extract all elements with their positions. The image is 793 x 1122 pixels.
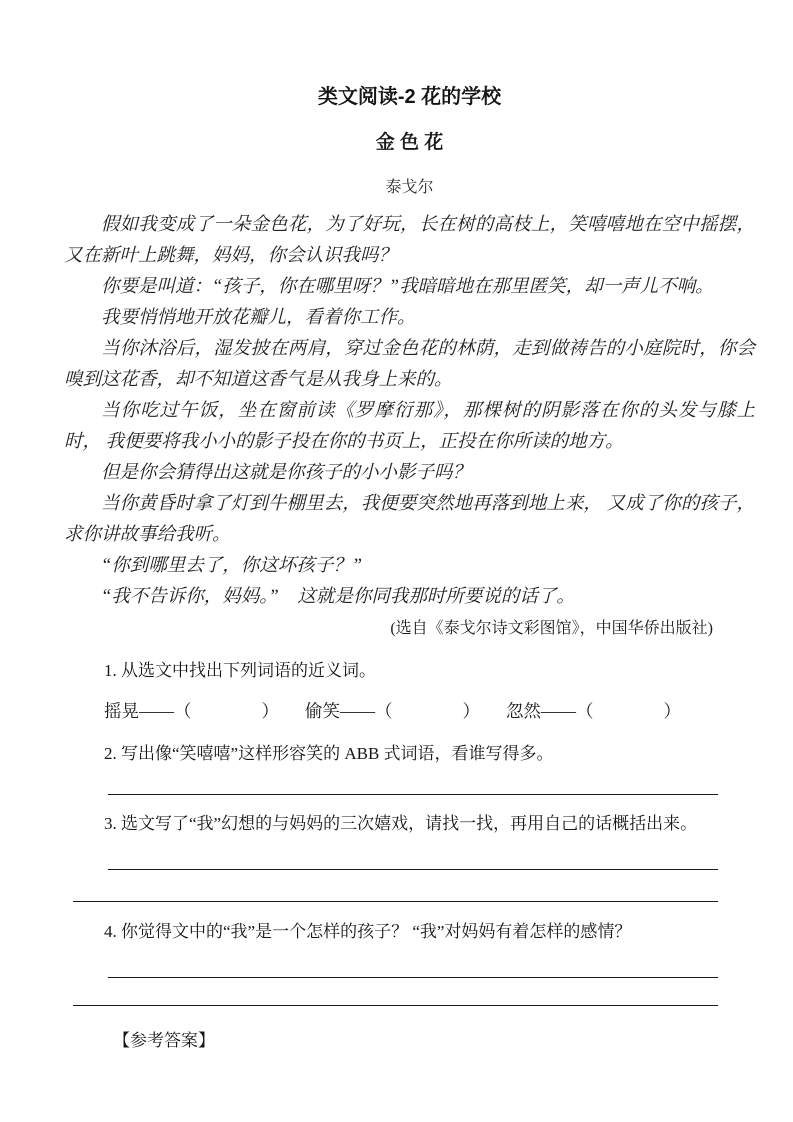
- poem-paragraph: 当你沐浴后，湿发披在两肩，穿过金色花的林荫，走到做祷告的小庭院时，你会嗅到这花香，却不知道这香气是从我身上来的。: [64, 339, 755, 390]
- synonym-blank: （ ）: [174, 701, 279, 721]
- synonym-word: 偷笑: [305, 701, 340, 721]
- answer-line: [108, 766, 718, 795]
- synonym-dash: ——: [541, 701, 576, 721]
- synonym-word: 忽然: [506, 701, 541, 721]
- synonym-dash: ——: [340, 701, 375, 721]
- document-title: 类文阅读-2 花的学校: [317, 86, 502, 108]
- answer-line: [73, 870, 718, 902]
- answer-line: [73, 978, 718, 1006]
- question-2: 2. 写出像“笑嘻嘻”这样形容笑的 ABB 式词语，看谁写得多。: [104, 744, 554, 763]
- answer-section-heading: 【参考答案】: [113, 1031, 215, 1050]
- answer-line: [108, 948, 718, 978]
- answer-line: [108, 840, 718, 870]
- poem-paragraph: 但是你会猜得出这就是你孩子的小小影子吗？: [101, 463, 472, 483]
- question-4: 4. 你觉得文中的“我”是一个怎样的孩子？ “我”对妈妈有着怎样的感情？: [104, 922, 632, 941]
- synonym-item: [506, 701, 681, 721]
- poem-author: 泰戈尔: [385, 179, 434, 196]
- synonym-word: 摇晃: [104, 701, 139, 721]
- synonym-row: [104, 699, 755, 723]
- poem-paragraph: “我不告诉你，妈妈。” 这就是你同我那时所要说的话了。: [101, 587, 575, 607]
- synonym-blank: （ ）: [375, 701, 480, 721]
- poem-body: [64, 210, 755, 613]
- poem-paragraph: 假如我变成了一朵金色花，为了好玩，长在树的高枝上，笑嘻嘻地在空中摇摆，又在新叶上跳舞，妈妈，你会认识我吗？: [64, 215, 755, 266]
- synonym-item: [305, 701, 480, 721]
- poem-title: 金 色 花: [375, 132, 444, 153]
- source-attribution: (选自《泰戈尔诗文彩图馆》，中国华侨出版社): [390, 620, 713, 637]
- synonym-dash: ——: [139, 701, 174, 721]
- poem-paragraph: 当你吃过午饭，坐在窗前读《罗摩衍那》，那棵树的阴影落在你的头发与膝上时， 我便要将我小小的影子投在你的书页上，正投在你所读的地方。: [64, 401, 755, 452]
- synonym-blank: （ ）: [576, 701, 681, 721]
- question-3: 3. 选文写了“我”幻想的与妈妈的三次嬉戏，请找一找，再用自己的话概括出来。: [104, 814, 698, 833]
- question-1: 1. 从选文中找出下列词语的近义词。: [104, 661, 376, 680]
- poem-paragraph: “你到哪里去了，你这坏孩子？”: [101, 556, 363, 576]
- poem-paragraph: 我要悄悄地开放花瓣儿，看着你工作。: [101, 308, 416, 328]
- questions-section: [64, 659, 755, 1006]
- poem-paragraph: 你要是叫道：“孩子，你在哪里呀？”我暗暗地在那里匿笑，却一声儿不响。: [101, 277, 714, 297]
- poem-paragraph: 当你黄昏时拿了灯到牛棚里去，我便要突然地再落到地上来， 又成了你的孩子，求你讲故事给我听。: [64, 494, 755, 545]
- synonym-item: [104, 701, 279, 721]
